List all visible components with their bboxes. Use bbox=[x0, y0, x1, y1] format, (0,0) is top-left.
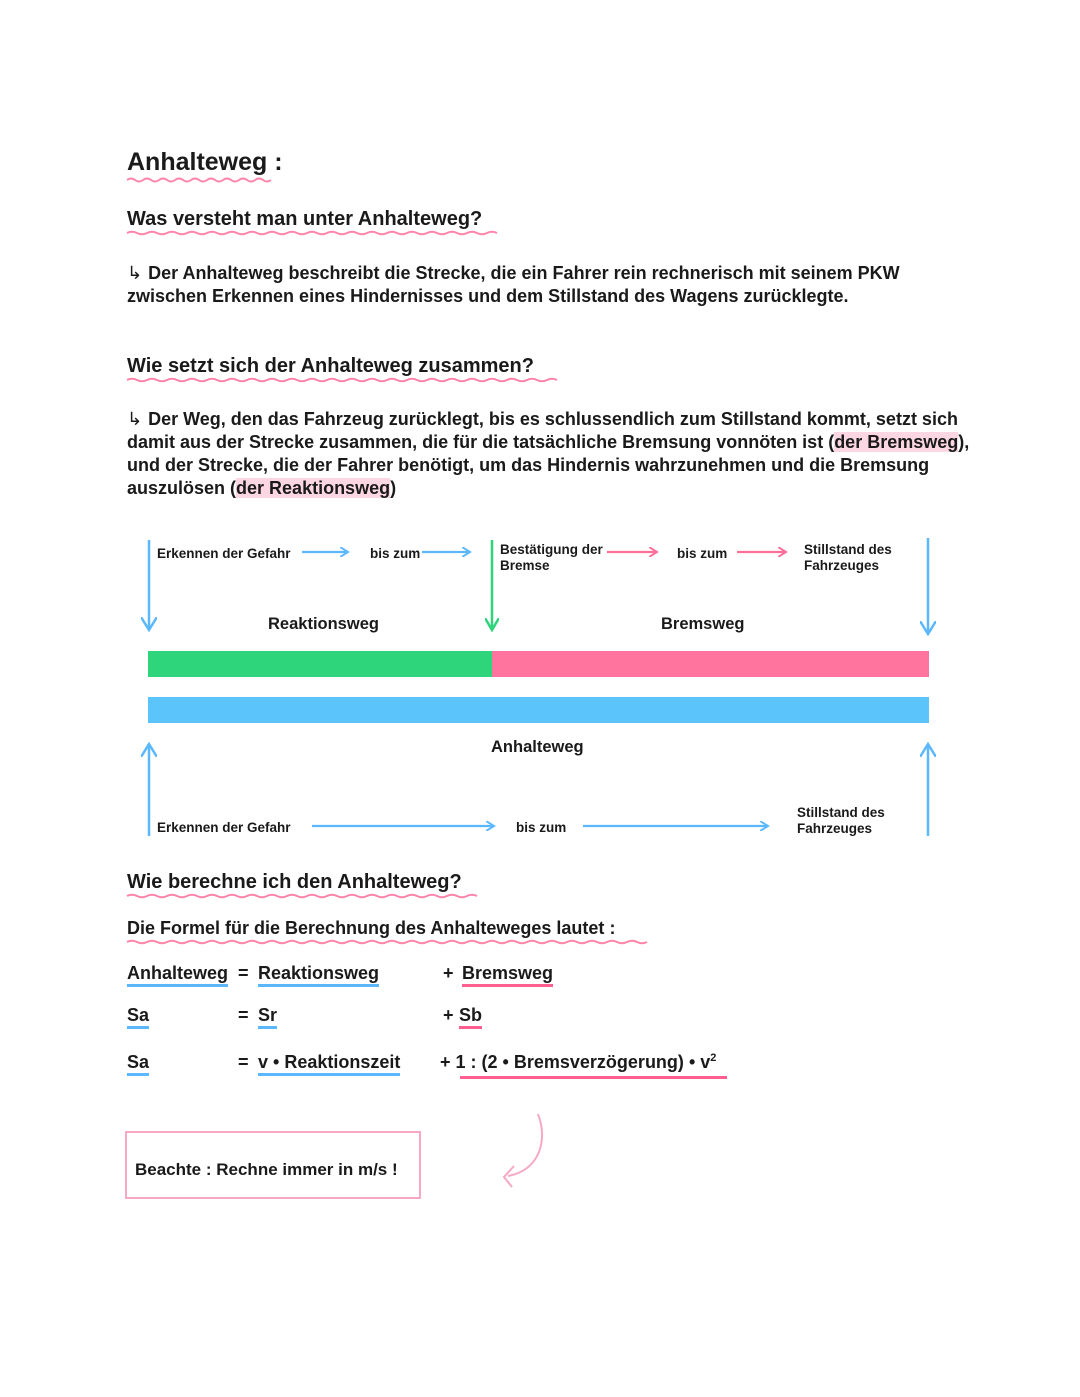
formula-term: Sa bbox=[127, 1005, 149, 1029]
formula-3-b bbox=[440, 1052, 716, 1073]
formula-intro-colon: : bbox=[609, 918, 616, 938]
anhalteweg-bar bbox=[148, 697, 929, 723]
label-bis-zum-top-2: bis zum bbox=[677, 546, 728, 561]
q1-underline bbox=[127, 232, 497, 235]
highlight-bremsweg: der Bremsweg bbox=[834, 432, 959, 452]
formula-3-lhs bbox=[127, 1052, 149, 1073]
label-anhalteweg: Anhalteweg bbox=[491, 738, 584, 756]
title-underline bbox=[127, 179, 271, 182]
turn-arrow-icon: ↳ bbox=[127, 263, 143, 283]
q2-underline bbox=[127, 379, 557, 382]
formula-1-lhs bbox=[127, 963, 228, 984]
q3-underline bbox=[127, 895, 477, 898]
question-1: Was versteht man unter Anhalteweg? bbox=[127, 208, 483, 230]
formula-2-plus: + bbox=[443, 1005, 454, 1025]
formula-2-b bbox=[459, 1005, 482, 1026]
label-erkennen-bottom: Erkennen der Gefahr bbox=[157, 820, 291, 835]
formula-1-a bbox=[258, 963, 379, 984]
answer-1-text: Der Anhalteweg beschreibt die Strecke, die ein Fahrer rein rechnerisch mit seinem PKW zwischen Erkennen eines Hindernisses und dem Stillstand des Wagens zurücklegte. bbox=[127, 263, 900, 306]
formula-term: Reaktionsweg bbox=[258, 963, 379, 987]
label-bestaetigung: Bestätigung der Bremse bbox=[500, 542, 603, 573]
question-2: Wie setzt sich der Anhalteweg zusammen? bbox=[127, 355, 534, 377]
formula-v: v bbox=[258, 1052, 269, 1072]
formula-intro bbox=[127, 918, 615, 939]
formula-2-eq: = bbox=[238, 1005, 249, 1025]
label-stillstand-bottom: Stillstand des Fahrzeuges bbox=[797, 805, 885, 836]
formula-1-eq: = bbox=[238, 963, 249, 983]
formula-2-a bbox=[258, 1005, 277, 1026]
label-erkennen-top: Erkennen der Gefahr bbox=[157, 546, 291, 561]
formula-exponent: 2 bbox=[710, 1052, 717, 1064]
formula-term: Bremsweg bbox=[462, 963, 553, 987]
formula-reaktionszeit: Reaktionszeit bbox=[284, 1052, 401, 1072]
answer-2 bbox=[127, 408, 977, 500]
label-reaktionsweg: Reaktionsweg bbox=[268, 615, 379, 633]
answer-2-text: ) bbox=[390, 478, 397, 498]
multiply-dot: • bbox=[502, 1052, 509, 1072]
reaktionsweg-bar bbox=[148, 651, 492, 677]
formula-intro-underline bbox=[127, 941, 647, 944]
answer-1 bbox=[127, 262, 967, 308]
label-stillstand-top: Stillstand des Fahrzeuges bbox=[804, 542, 892, 573]
formula-bremsverzoegerung: Bremsverzögerung) bbox=[513, 1052, 684, 1072]
formula-1-b bbox=[462, 963, 553, 984]
answer-2-text: Der Weg, den das Fahrzeug zurücklegt, bis es schlussendlich zum Stillstand kommt, setzt sich damit aus der Strecke zusammen, die für die tatsächliche Bremsung vonnöten ist ( bbox=[127, 409, 958, 452]
note-box: Beachte : Rechne immer in m/s ! bbox=[125, 1131, 421, 1199]
highlight-reaktionsweg: der Reaktionsweg bbox=[236, 478, 391, 498]
answer-2-text: ), und der Strecke, die der Fahrer benötigt, um das Hindernis wahrzunehmen und die Bremsung auszulösen ( bbox=[127, 432, 970, 498]
formula-3-b-underline bbox=[460, 1076, 727, 1079]
formula-b-prefix: + 1 : (2 bbox=[440, 1052, 498, 1072]
formula-3-eq: = bbox=[238, 1052, 249, 1072]
formula-term bbox=[258, 1052, 400, 1076]
formula-term: Sr bbox=[258, 1005, 277, 1029]
label-bremsweg: Bremsweg bbox=[661, 615, 745, 633]
page-title: Anhalteweg : bbox=[127, 148, 283, 176]
formula-1-plus: + bbox=[443, 963, 454, 983]
label-bis-zum-bottom: bis zum bbox=[516, 820, 567, 835]
turn-arrow-icon: ↳ bbox=[127, 409, 143, 429]
formula-intro-text: Die Formel für die Berechnung des Anhalteweges lautet bbox=[127, 918, 605, 938]
multiply-dot: • bbox=[688, 1052, 696, 1072]
label-bis-zum-top-1: bis zum bbox=[370, 546, 421, 561]
formula-term: Anhalteweg bbox=[127, 963, 228, 987]
formula-3-a bbox=[258, 1052, 400, 1073]
bremsweg-bar bbox=[492, 651, 929, 677]
formula-2-lhs bbox=[127, 1005, 149, 1026]
formula-v: v bbox=[700, 1052, 711, 1072]
question-3: Wie berechne ich den Anhalteweg? bbox=[127, 871, 462, 893]
formula-term: Sa bbox=[127, 1052, 149, 1076]
multiply-dot: • bbox=[273, 1052, 280, 1072]
formula-term: Sb bbox=[459, 1005, 482, 1029]
